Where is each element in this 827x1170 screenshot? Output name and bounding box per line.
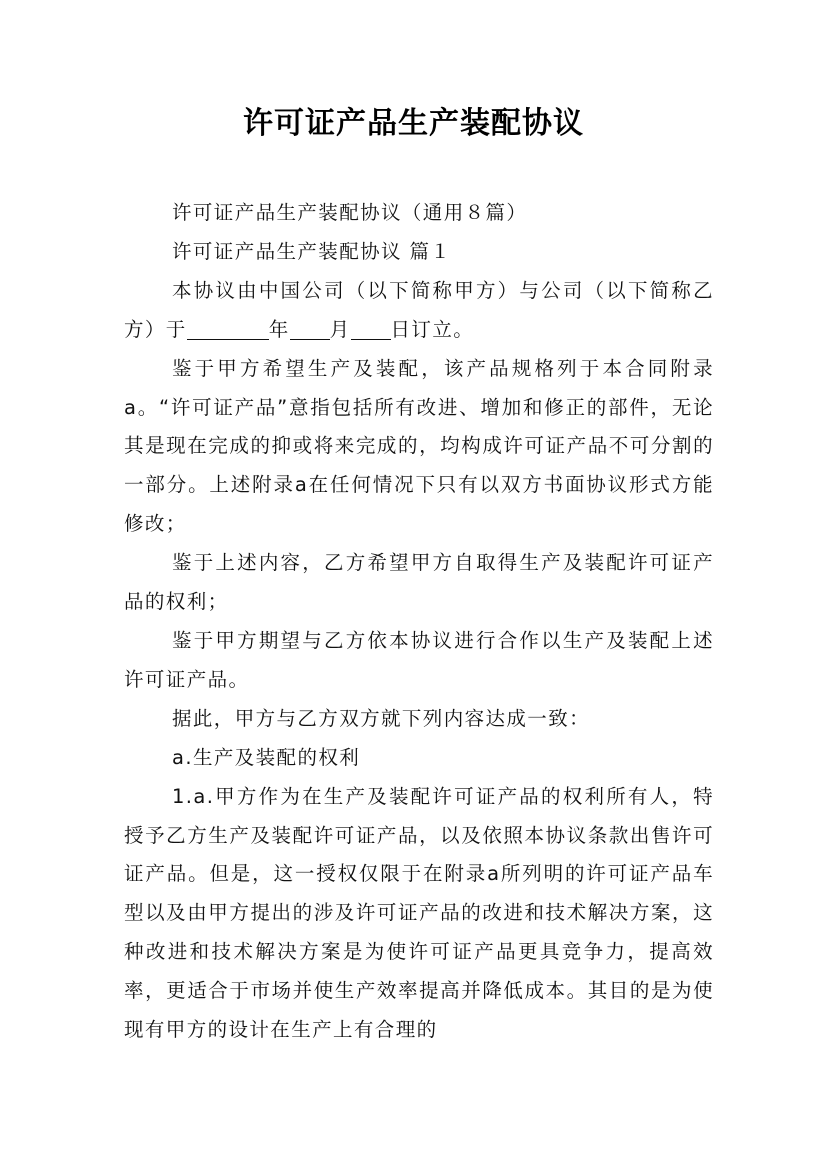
document-title: 许可证产品生产装配协议: [243, 106, 584, 141]
paragraph-section-heading: 许可证产品生产装配协议 篇１: [172, 239, 452, 263]
paragraph-recital-2: 鉴于上述内容，乙方希望甲方自取得生产及装配许可证产品的权利；: [124, 551, 714, 614]
year-blank: [187, 315, 269, 340]
month-blank: [290, 315, 330, 340]
year-label: 年: [268, 317, 290, 341]
paragraph-agreement-intro: [124, 272, 714, 350]
paragraph-clause-1a: 1.a.甲方作为在生产及装配许可证产品的权利所有人，特授予乙方生产及装配许可证产品，以及依照本协议条款出售许可证产品。但是，这一授权仅限于在附录a所列明的许可证产品车型以及由甲方提出的涉及许可证产品的改进和技术解决方案，这种改进和技术解决方案是为使许可证产品更具竞争力，提高效率，更适合于市场并使生产效率提高并降低成本。其目的是为使现有甲方的设计在生产上有合理的: [124, 784, 714, 1042]
paragraph-subtitle: 许可证产品生产装配协议（通用８篇）: [172, 201, 528, 224]
paragraph-section-a: a.生产及装配的权利: [172, 745, 361, 769]
document-body: [124, 194, 714, 1050]
day-blank: [351, 315, 391, 340]
day-label: 日订立。: [390, 317, 475, 341]
month-label: 月: [329, 317, 351, 341]
paragraph-recital-3: 鉴于甲方期望与乙方依本协议进行合作以生产及装配上述许可证产品。: [124, 628, 714, 691]
paragraph-agreement: 据此，甲方与乙方双方就下列内容达成一致：: [172, 706, 591, 730]
paragraph-recital-1: 鉴于甲方希望生产及装配，该产品规格列于本合同附录a。“许可证产品”意指包括所有改进、增加和修正的部件，无论其是现在完成的抑或将来完成的，均构成许可证产品不可分割的一部分。上述附录a在任何情况下只有以双方书面协议形式方能修改；: [124, 356, 714, 536]
intro-text: 本协议由中国公司（以下简称甲方）与公司（以下简称乙方）于: [124, 278, 714, 341]
